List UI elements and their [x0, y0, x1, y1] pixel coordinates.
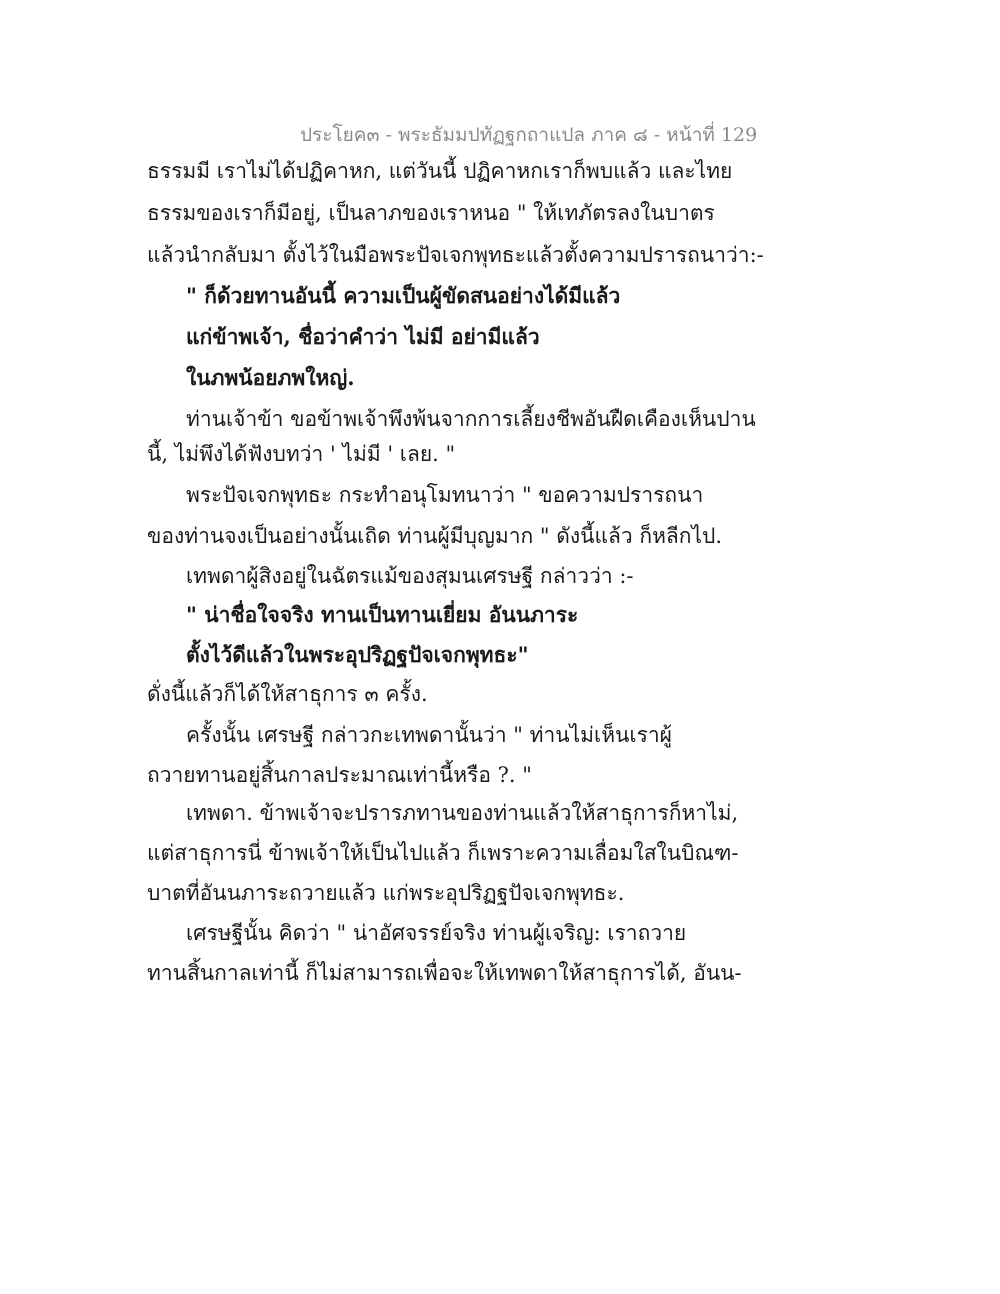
text-line-3: แล้วนำกลับมา ตั้งไว้ในมือพระปัจเจกพุทธะแล้วตั้งความปรารถนาว่า:-: [147, 243, 764, 267]
text-line-11: เทพดาผู้สิงอยู่ในฉัตรแม้ของสุมนเศรษฐี กล่าวว่า :-: [186, 564, 634, 588]
verse-line-4: " น่าชื่อใจจริง ทานเป็นทานเยี่ยม อันนภาระ: [186, 602, 579, 627]
text-line-16: ถวายทานอยู่สิ้นกาลประมาณเท่านี้หรือ ?. ": [147, 763, 532, 787]
text-line-2: ธรรมของเราก็มีอยู่, เป็นลาภของเราหนอ " ให้เทภัตรลงในบาตร: [147, 201, 715, 225]
text-line-21: ทานสิ้นกาลเท่านี้ ก็ไม่สามารถเพื่อจะให้เทพดาให้สาธุการได้, อันน-: [147, 961, 742, 985]
text-line-10: ของท่านจงเป็นอย่างนั้นเถิด ท่านผู้มีบุญมาก " ดังนี้แล้ว ก็หลีกไป.: [147, 524, 723, 548]
text-line-14: ดั่งนี้แล้วก็ได้ให้สาธุการ ๓ ครั้ง.: [147, 682, 428, 706]
text-line-20: เศรษฐีนั้น คิดว่า " น่าอัศจรรย์จริง ท่านผู้เจริญ: เราถวาย: [186, 921, 687, 945]
text-line-7: ท่านเจ้าข้า ขอข้าพเจ้าพึงพ้นจากการเลี้ยงชีพอันฝืดเคืองเห็นปาน: [186, 407, 756, 431]
verse-line-5: ตั้งไว้ดีแล้วในพระอุปริฏฐปัจเจกพุทธะ": [186, 642, 529, 667]
running-header: ประโยค๓ - พระธัมมปทัฏฐกถาแปล ภาค ๘ - หน้าที่ 129: [300, 124, 758, 146]
text-line-17: เทพดา. ข้าพเจ้าจะปรารภทานของท่านแล้วให้สาธุการก็หาไม่,: [186, 801, 739, 825]
verse-line-1: " ก็ด้วยทานอันนี้ ความเป็นผู้ขัดสนอย่างได้มีแล้ว: [186, 283, 621, 308]
text-line-15: ครั้งนั้น เศรษฐี กล่าวกะเทพดานั้นว่า " ท่านไม่เห็นเราผู้: [186, 723, 672, 747]
verse-line-3: ในภพน้อยภพใหญ่.: [186, 365, 355, 390]
text-line-9: พระปัจเจกพุทธะ กระทำอนุโมทนาว่า " ขอความปรารถนา: [186, 483, 704, 507]
verse-line-2: แก่ข้าพเจ้า, ชื่อว่าคำว่า ไม่มี อย่ามีแล้ว: [186, 324, 540, 349]
text-line-8: นี้, ไม่พึงได้ฟังบทว่า ' ไม่มี ' เลย. ": [147, 442, 456, 466]
text-line-1: ธรรมมี เราไม่ได้ปฏิคาหก, แต่วันนี้ ปฏิคาหกเราก็พบแล้ว และไทย: [147, 159, 733, 183]
text-line-18: แต่สาธุการนี่ ข้าพเจ้าให้เป็นไปแล้ว ก็เพราะความเลื่อมใสในบิณฑ-: [147, 841, 739, 865]
text-line-19: บาตที่อันนภาระถวายแล้ว แก่พระอุปริฏฐปัจเจกพุทธะ.: [147, 881, 625, 905]
